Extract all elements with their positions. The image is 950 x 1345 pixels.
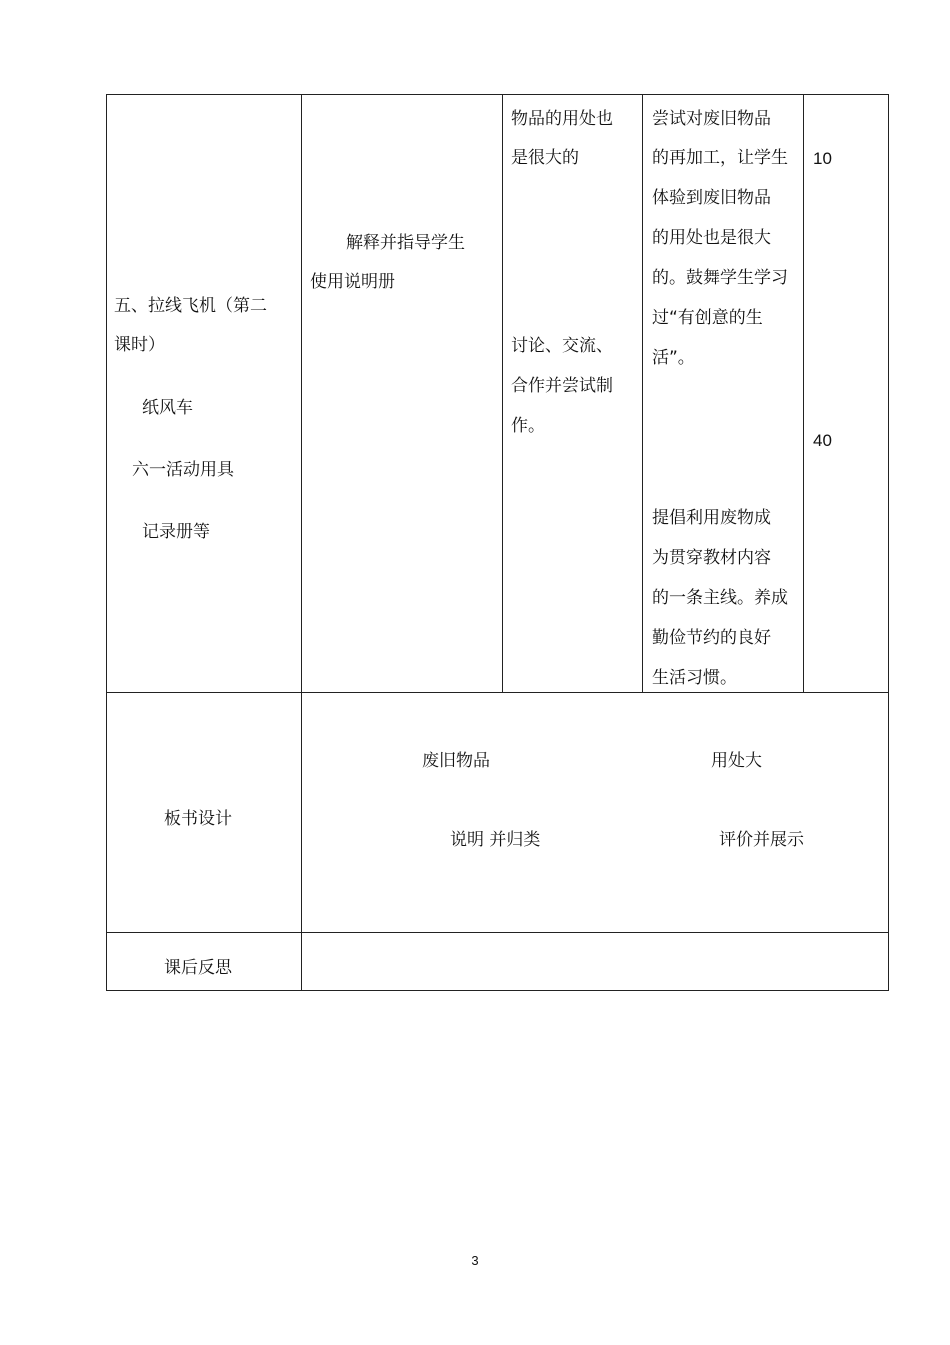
table-divider <box>107 692 889 693</box>
student-activity-line: 讨论、交流、 <box>511 336 613 356</box>
material-item: 记录册等 <box>142 522 210 542</box>
material-item: 六一活动用具 <box>132 460 234 480</box>
design-intent-line: 活”。 <box>652 348 695 368</box>
table-divider <box>803 95 804 693</box>
design-intent-line: 的。鼓舞学生学习 <box>652 268 788 288</box>
activity-title-line1: 五、拉线飞机（第二 <box>114 296 267 316</box>
design-intent-line: 体验到废旧物品 <box>652 188 771 208</box>
time-allocation: 40 <box>813 431 832 450</box>
design-intent-line: 为贯穿教材内容 <box>652 548 771 568</box>
lesson-plan-table <box>106 94 889 991</box>
teacher-activity-line1: 解释并指导学生 <box>346 233 465 253</box>
board-design-label: 板书设计 <box>164 809 232 829</box>
design-intent-line: 过“有创意的生 <box>652 308 763 328</box>
table-divider <box>502 95 503 693</box>
design-intent-line: 的用处也是很大 <box>652 228 771 248</box>
board-design-item: 废旧物品 <box>422 751 490 771</box>
student-activity-line: 是很大的 <box>511 148 579 168</box>
table-divider <box>107 932 889 933</box>
design-intent-line: 勤俭节约的良好 <box>652 628 771 648</box>
student-activity-line: 物品的用处也 <box>511 109 613 129</box>
design-intent-line: 的再加工，让学生 <box>652 148 788 168</box>
design-intent-line: 的一条主线。养成 <box>652 588 788 608</box>
table-divider <box>642 95 643 693</box>
activity-title-line2: 课时） <box>114 335 165 355</box>
board-design-item: 说明 并归类 <box>450 830 541 850</box>
page-number: 3 <box>471 1253 479 1268</box>
table-divider <box>301 95 302 991</box>
design-intent-line: 提倡利用废物成 <box>652 508 771 528</box>
student-activity-line: 合作并尝试制 <box>511 376 613 396</box>
time-allocation: 10 <box>813 149 832 168</box>
reflection-label: 课后反思 <box>164 958 232 978</box>
design-intent-line: 生活习惯。 <box>652 668 737 688</box>
board-design-item: 用处大 <box>711 751 762 771</box>
student-activity-line: 作。 <box>511 416 545 436</box>
material-item: 纸风车 <box>142 398 193 418</box>
design-intent-line: 尝试对废旧物品 <box>652 109 771 129</box>
board-design-item: 评价并展示 <box>719 830 804 850</box>
teacher-activity-line2: 使用说明册 <box>310 272 395 292</box>
